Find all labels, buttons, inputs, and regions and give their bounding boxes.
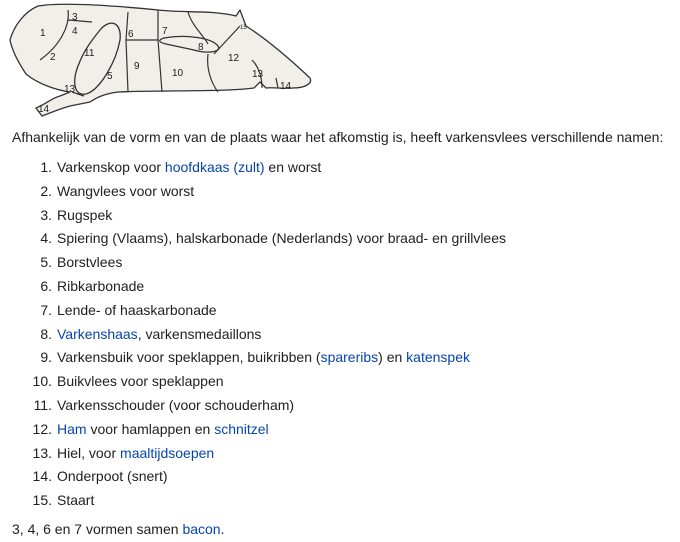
diagram-label: 2: [50, 52, 56, 63]
diagram-label: 9: [134, 61, 140, 72]
item-text: Spiering (Vlaams), halskarbonade (Nederlands) voor braad- en grillvlees: [57, 230, 506, 247]
diagram-label: 10: [172, 68, 184, 79]
item-text: Varkenskop voor: [57, 159, 165, 175]
link-ham[interactable]: Ham: [57, 420, 87, 437]
diagram-label: 3: [72, 12, 78, 23]
diagram-label: 5: [107, 71, 113, 82]
item-number: 13.: [32, 444, 52, 461]
link-bacon[interactable]: bacon: [182, 521, 221, 537]
diagram-label: 7: [162, 26, 168, 37]
item-number: 11.: [33, 396, 52, 413]
diagram-label: 14: [38, 104, 50, 115]
footer-text: [12, 520, 224, 538]
item-text: Lende- of haaskarbonade: [57, 301, 217, 318]
item-number: 15.: [32, 492, 52, 509]
diagram-label: 14: [280, 81, 292, 92]
diagram-label: 8: [198, 42, 204, 53]
pork-cuts-diagram: [8, 0, 320, 118]
item-number: 10.: [32, 373, 52, 390]
item-text: Borstvlees: [57, 254, 123, 271]
link-hoofdkaas[interactable]: hoofdkaas (zult): [164, 159, 265, 175]
item-number: 9.: [40, 349, 52, 366]
link-maaltijdsoepen[interactable]: maaltijdsoepen: [120, 444, 215, 461]
item-text: Rugspek: [57, 206, 113, 223]
diagram-label: 4: [72, 26, 78, 37]
item-number: 7.: [40, 301, 52, 318]
item-text: Varkensbuik voor speklappen, buikribben (: [57, 349, 321, 366]
diagram-label: 12: [228, 53, 240, 64]
item-number: 2.: [40, 182, 52, 199]
item-number: 1.: [40, 159, 52, 175]
link-katenspek[interactable]: katenspek: [406, 349, 470, 366]
item-text: ) en: [378, 349, 407, 366]
item-text: voor hamlappen en: [86, 420, 215, 437]
item-number: 12.: [32, 420, 52, 437]
item-number: 6.: [40, 277, 52, 294]
diagram-label: 11: [84, 48, 95, 59]
item-text: , varkensmedaillons: [137, 325, 262, 342]
item-number: 3.: [40, 206, 52, 223]
diagram-label: 13: [252, 69, 264, 80]
item-text: en worst: [264, 159, 322, 175]
intro-text: Afhankelijk van de vorm en van de plaats waar het afkomstig is, heeft varkensvlees verschillende namen:: [12, 129, 664, 145]
footer-text-part: .: [220, 521, 225, 537]
item-number: 14.: [32, 468, 52, 485]
item-text: Buikvlees voor speklappen: [57, 373, 224, 390]
diagram-label: 1: [40, 28, 46, 39]
link-varkenshaas[interactable]: Varkenshaas: [57, 325, 138, 342]
item-text: Ribkarbonade: [57, 277, 145, 294]
footer-text-part: 3, 4, 6 en 7 vormen samen: [12, 521, 183, 537]
link-schnitzel[interactable]: schnitzel: [214, 420, 269, 437]
diagram-label: 13: [64, 84, 76, 95]
item-text: Varkensschouder (voor schouderham): [57, 396, 295, 413]
item-number: 8.: [40, 325, 52, 342]
diagram-label: 6: [128, 29, 134, 40]
item-text: Staart: [57, 492, 95, 509]
item-text: Wangvlees voor worst: [57, 182, 195, 199]
diagram-label: 15: [240, 25, 247, 31]
item-text: Onderpoot (snert): [57, 468, 168, 485]
item-number: 5.: [40, 254, 52, 271]
link-spareribs[interactable]: spareribs: [320, 349, 379, 366]
item-number: 4.: [40, 230, 52, 247]
item-text: Hiel, voor: [57, 444, 121, 461]
